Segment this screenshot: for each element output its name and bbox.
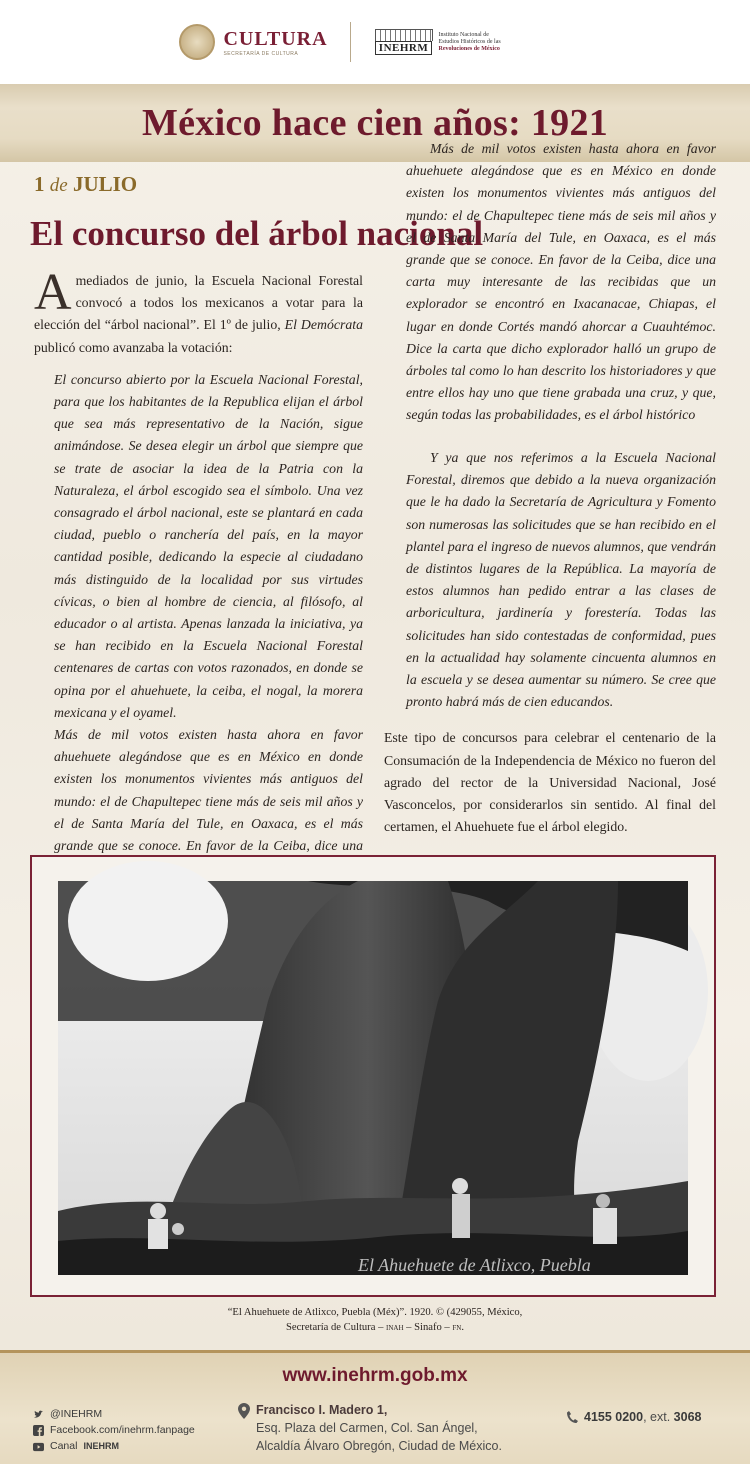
quote-paragraph-1: El concurso abierto por la Escuela Nacional Forestal, para que los habitantes de la Republica elijan el árbol que sea más representativo de la Nación, sigue animándose. Se desea elegir un árbol que siempre que se trate de asociar la idea de la Patria con la Naturaleza, el árbol escogido sea el símbolo. Una vez consagrado el árbol nacional, este se plantará en cada ciudad, pueblo o ranchería del país, en la mayor cantidad posible, dedicando la especie al ciudadano más distinguido de la localidad por sus virtudes cívicas, o bien al hombre de ciencia, al filósofo, al educador o al artista. Apenas lanzada la iniciativa, ya se han recibido en la Escuela Nacional Forestal centenares de cartas con votos razonados, en donde se opina por el ahuehuete, la ceiba, el nogal, la morera mexicana y el oyamel.: [54, 371, 363, 720]
quote-block-continued: [384, 141, 716, 713]
twitter-link[interactable]: @INEHRM: [33, 1406, 195, 1422]
inehrm-building-icon: [375, 29, 433, 55]
date-month: JULIO: [72, 172, 138, 196]
youtube-icon: [33, 1441, 44, 1452]
ahuehuete-photo[interactable]: [58, 881, 688, 1275]
cultura-subtitle: SECRETARÍA DE CULTURA: [223, 50, 299, 57]
photo-caption: “El Ahuehuete de Atlixco, Puebla (Méx)”. 1920. © (429055, México, Secretaría de Cultura – inah – Sinafo – fn.: [227, 1307, 523, 1333]
ahuehuete-tree-image: [58, 881, 688, 1275]
pin-icon: [238, 1403, 250, 1419]
article-column-right: [384, 141, 716, 838]
quote-paragraph-2: Más de mil votos existen hasta ahora en favor ahuehuete alegándose que es en México en donde existen los monumentos vivientes más antiguos del mundo: el de Chapultepec tiene más de seis mil años y el de Santa María del Tule, en Oaxaca, es el más grande que se conoce. En favor de la Ceiba, dice una: [54, 727, 363, 854]
article-title: El concurso del árbol nacional: [30, 214, 484, 253]
seal-icon: [179, 24, 215, 60]
facebook-icon: [33, 1425, 44, 1436]
address: Francisco I. Madero 1, Esq. Plaza del Carmen, Col. San Ángel, Alcaldía Álvaro Obregón, Ciudad de México.: [256, 1401, 502, 1455]
photo-frame: [30, 855, 716, 1297]
facebook-link[interactable]: Facebook.com/inehrm.fanpage: [33, 1422, 195, 1438]
youtube-link[interactable]: Canal INEHRM: [33, 1438, 195, 1454]
date-line: 1 de JULIO: [34, 172, 138, 196]
closing-paragraph: Este tipo de concursos para celebrar el centenario de la Consumación de la Independencia de México no fueron del agrado del rector de la Universidad Nacional, José Vasconcelos, por considerarlos sin sentido. Al final del certamen, el Ahuehuete fue el árbol elegido.: [384, 730, 716, 835]
inehrm-fullname: Instituto Nacional de Estudios Históricos de las Revoluciones de México: [438, 31, 501, 52]
social-links: [33, 1406, 195, 1454]
quote-paragraph-2-cont: Más de mil votos existen hasta ahora en favor ahuehuete alegándose que es en México en donde existen los monumentos vivientes más antiguos del mundo: el de Chapultepec tiene más de seis mil años y el de Santa María del Tule, en Oaxaca, es el más grande que se conoce. En favor de la Ceiba, dice una carta muy interesante de las recibidas que un explorador se encontró en Ixacanacae, Chiapas, el lugar en donde Cortés mandó ahorcar a Cuauhtémoc. Dice la carta que dicho explorador halló un grupo de árboles tal como lo han descrito los historiadores y que entre ellos hay uno que tiene grabada una cruz, y que, según todas las probabilidades, es el árbol histórico: [406, 141, 716, 423]
inehrm-logo[interactable]: [375, 29, 571, 55]
article-column-left: [34, 264, 363, 856]
phone-icon: [566, 1410, 578, 1424]
photo-inscription: El Ahuehuete de Atlixco, Puebla: [358, 1255, 591, 1275]
dropcap: A: [34, 264, 72, 321]
date-day: 1: [34, 172, 45, 196]
logo-divider: [350, 22, 351, 62]
quote-block: [34, 369, 363, 856]
logo-header: [0, 0, 750, 84]
quote-paragraph-3: Y ya que nos referimos a la Escuela Nacional Forestal, diremos que debido a la nueva organización que le ha dado la Secretaría de Agricultura y Fomento son numerosas las solicitudes que se han recibido en el plantel para el ingreso de nuevos alumnos, que vendrán de distintos lugares de la República. La mayoría de estos alumnos han pedido entrar a las clases de arboricultura, jardinería y forestería. Todas las solicitudes han sido contestadas de conformidad, pues en la actualidad hay solamente cincuenta alumnos en la escuela y se desea aumentar su número. Se cree que pronto habrá más de cien educandos.: [406, 450, 716, 710]
phone-number[interactable]: 4155 0200, ext. 3068: [566, 1410, 701, 1424]
page-title: México hace cien años: 1921: [141, 102, 609, 144]
cultura-logo[interactable]: [179, 24, 327, 60]
cultura-wordmark: CULTURA: [223, 27, 328, 50]
footer: [0, 1350, 750, 1464]
website-link[interactable]: www.inehrm.gob.mx: [282, 1365, 468, 1386]
intro-paragraph: Amediados de junio, la Escuela Nacional Forestal convocó a todos los mexicanos a votar para la elección del “árbol nacional”. El 1º de julio, El Demócrata publicó como avanzaba la votación:: [34, 264, 363, 355]
twitter-icon: [33, 1409, 44, 1420]
inehrm-wordmark: INEHRM: [375, 41, 432, 55]
